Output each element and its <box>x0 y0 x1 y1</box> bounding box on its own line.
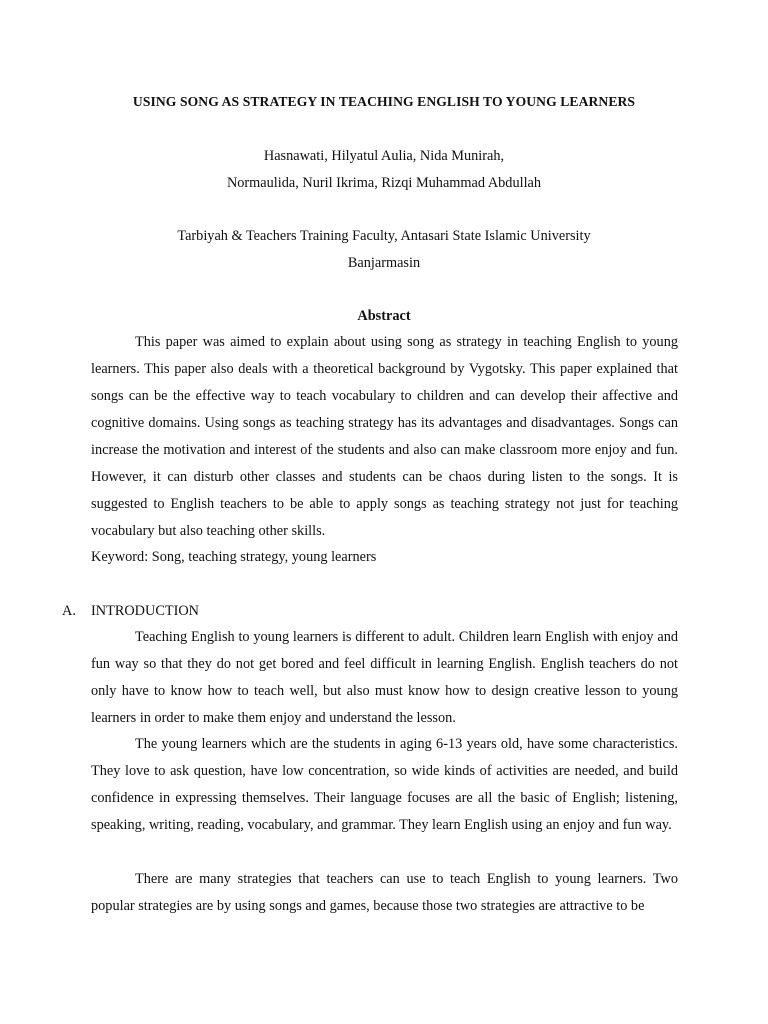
intro-paragraph-2: The young learners which are the students in aging 6-13 years old, have some characteristics. They love to ask question, have low concentration, so wide kinds of activities are needed, and build confidence in expressing themselves. Their language focuses are all the basic of English; listening, speaking, writing, reading, vocabulary, and grammar. They learn English using an enjoy and fun way. <box>91 736 678 833</box>
affiliation-line-2: Banjarmasin <box>347 255 421 271</box>
keywords: Keyword: Song, teaching strategy, young learners <box>91 549 377 565</box>
intro-paragraph-3: There are many strategies that teachers can use to teach English to young learners. Two popular strategies are by using songs and games, because those two strategies are attractive to be <box>91 871 678 914</box>
section-number: A. <box>62 603 76 619</box>
intro-paragraph-1: Teaching English to young learners is different to adult. Children learn English with enjoy and fun way so that they do not get bored and feel difficult in learning English. English teachers do not only have to know how to teach well, but also must know how to design creative lesson to young learners in order to make them enjoy and understand the lesson. <box>91 629 678 726</box>
section-title: INTRODUCTION <box>91 603 200 619</box>
abstract-text: This paper was aimed to explain about using song as strategy in teaching English to young learners. This paper also deals with a theoretical background by Vygotsky. This paper explained that songs can be the effective way to teach vocabulary to children and can develop their affective and cognitive domains. Using songs as teaching strategy has its advantages and disadvantages. Songs can increase the motivation and interest of the students and also can make classroom more enjoy and fun. However, it can disturb other classes and students can be chaos during listen to the songs. It is suggested to English teachers to be able to apply songs as teaching strategy not just for teaching vocabulary but also teaching other skills. <box>91 334 678 539</box>
section-heading <box>62 602 199 620</box>
paper-title: USING SONG AS STRATEGY IN TEACHING ENGLISH TO YOUNG LEARNERS <box>132 94 636 109</box>
abstract-heading: Abstract <box>357 308 411 324</box>
authors-line-1: Hasnawati, Hilyatul Aulia, Nida Munirah, <box>263 148 505 164</box>
affiliation-line-1: Tarbiyah & Teachers Training Faculty, Antasari State Islamic University <box>177 228 591 244</box>
authors-line-2: Normaulida, Nuril Ikrima, Rizqi Muhammad Abdullah <box>226 175 542 191</box>
